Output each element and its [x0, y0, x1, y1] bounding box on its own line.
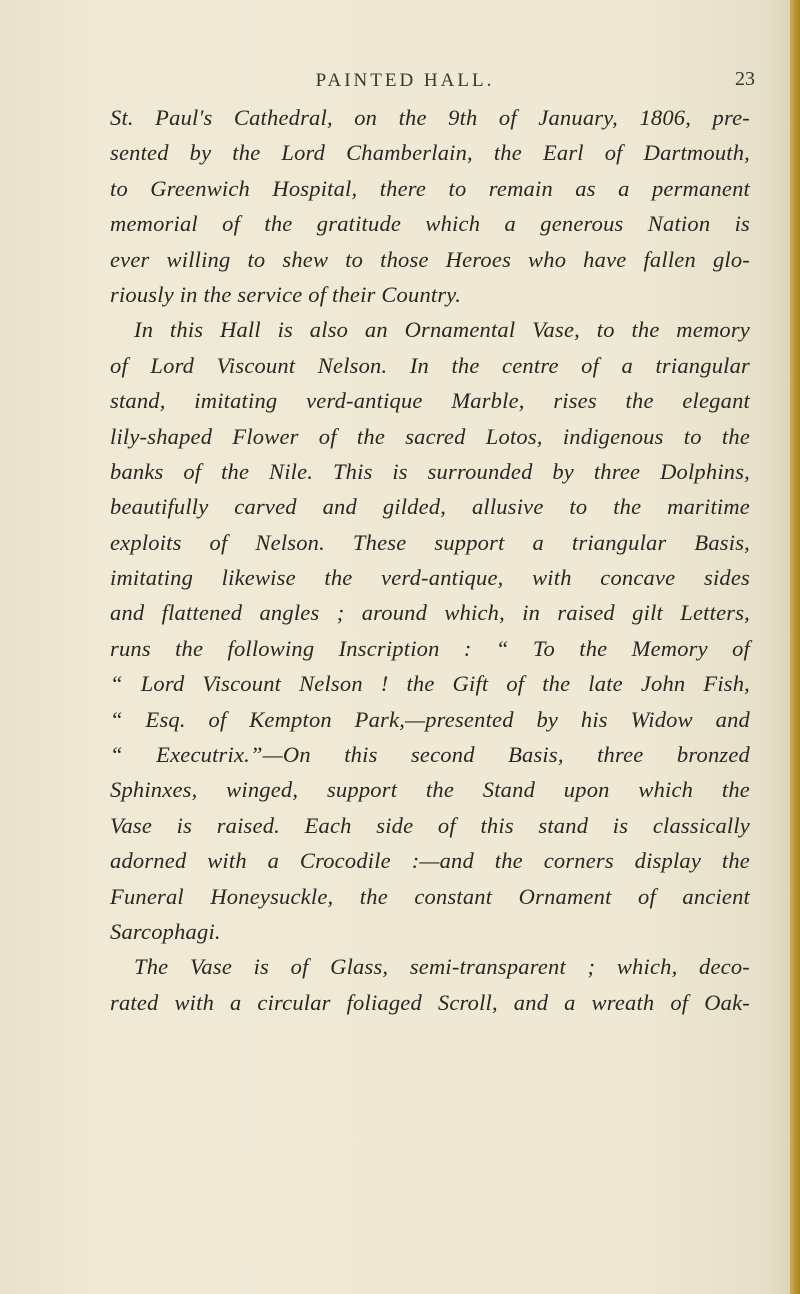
page-header: [0, 70, 800, 100]
text-line: and flattened angles ; around which, in raised gilt Letters,: [110, 600, 750, 626]
text-line: The Vase is of Glass, semi-transparent ; which, deco-: [134, 954, 750, 980]
text-line: imitating likewise the verd-antique, with concave sides: [110, 565, 750, 591]
text-line: banks of the Nile. This is surrounded by three Dolphins,: [110, 458, 750, 484]
text-line: Sphinxes, winged, support the Stand upon which the: [110, 777, 750, 803]
text-line: “ Lord Viscount Nelson ! the Gift of the late John Fish,: [110, 671, 750, 697]
text-line: sented by the Lord Chamberlain, the Earl of Dartmouth,: [110, 140, 750, 166]
text-line: In this Hall is also an Ornamental Vase, to the memory: [134, 317, 750, 343]
text-line: rated with a circular foliaged Scroll, and a wreath of Oak-: [110, 989, 750, 1015]
text-line: adorned with a Crocodile :—and the corners display the: [110, 848, 750, 874]
body-text: [110, 100, 750, 1020]
text-line: ever willing to shew to those Heroes who have fallen glo-: [110, 246, 750, 272]
text-line: Vase is raised. Each side of this stand is classically: [110, 812, 750, 838]
page-edge-gilt: [790, 0, 800, 1294]
text-line: memorial of the gratitude which a generous Nation is: [110, 211, 750, 237]
text-line: lily-shaped Flower of the sacred Lotos, indigenous to the: [110, 423, 750, 449]
text-line: exploits of Nelson. These support a triangular Basis,: [110, 529, 750, 555]
text-line: beautifully carved and gilded, allusive to the maritime: [110, 494, 750, 520]
text-line: to Greenwich Hospital, there to remain as a permanent: [110, 175, 750, 201]
page-number: 23: [735, 68, 755, 90]
text-line: “ Executrix.”—On this second Basis, three bronzed: [110, 742, 750, 768]
text-line: riously in the service of their Country.: [110, 281, 462, 307]
text-line: Sarcophagi.: [110, 918, 221, 944]
text-line: stand, imitating verd-antique Marble, rises the elegant: [110, 388, 750, 414]
text-line: “ Esq. of Kempton Park,—presented by his Widow and: [110, 706, 750, 732]
text-line: runs the following Inscription : “ To the Memory of: [110, 635, 750, 661]
running-head: PAINTED HALL.: [315, 70, 495, 91]
text-line: Funeral Honeysuckle, the constant Ornament of ancient: [110, 883, 750, 909]
text-line: St. Paul's Cathedral, on the 9th of January, 1806, pre-: [110, 105, 750, 130]
text-line: of Lord Viscount Nelson. In the centre of a triangular: [110, 352, 750, 378]
